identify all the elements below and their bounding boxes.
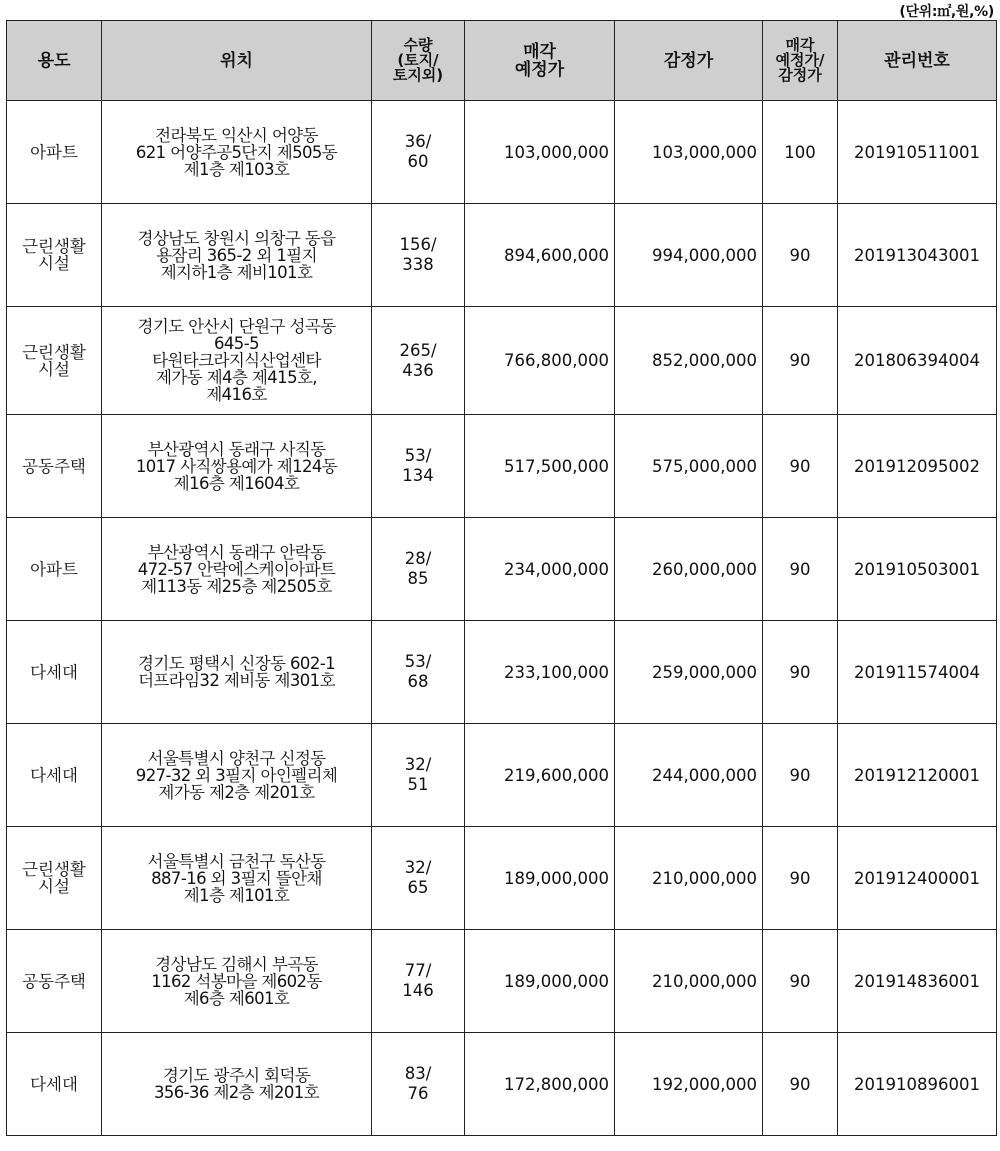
cell-management-number: 201910503001 <box>838 518 997 621</box>
cell-management-number: 201912095002 <box>838 415 997 518</box>
cell-price-ratio: 90 <box>763 307 838 415</box>
cell-management-number: 201913043001 <box>838 204 997 307</box>
table-row <box>7 415 997 518</box>
cell-appraised-value: 994,000,000 <box>615 204 763 307</box>
cell-quantity: 32/ 51 <box>372 724 465 827</box>
cell-management-number: 201912120001 <box>838 724 997 827</box>
table-row <box>7 827 997 930</box>
table-row <box>7 101 997 204</box>
cell-sale-price: 189,000,000 <box>465 827 615 930</box>
cell-appraised-value: 259,000,000 <box>615 621 763 724</box>
cell-location: 서울특별시 금천구 독산동 887-16 외 3필지 뜰안채 제1층 제101호 <box>102 827 372 930</box>
cell-sale-price: 219,600,000 <box>465 724 615 827</box>
cell-sale-price: 233,100,000 <box>465 621 615 724</box>
cell-use: 다세대 <box>7 621 102 724</box>
cell-quantity: 36/ 60 <box>372 101 465 204</box>
cell-sale-price: 234,000,000 <box>465 518 615 621</box>
header-row <box>7 21 997 101</box>
cell-management-number: 201910896001 <box>838 1033 997 1136</box>
cell-quantity: 265/ 436 <box>372 307 465 415</box>
cell-appraised-value: 192,000,000 <box>615 1033 763 1136</box>
table-row <box>7 1033 997 1136</box>
table-row <box>7 621 997 724</box>
cell-quantity: 156/ 338 <box>372 204 465 307</box>
cell-price-ratio: 90 <box>763 930 838 1033</box>
cell-location: 경상남도 창원시 의창구 동읍 용잠리 365-2 외 1필지 제지하1층 제비101호 <box>102 204 372 307</box>
cell-location: 부산광역시 동래구 사직동 1017 사직쌍용예가 제124동 제16층 제1604호 <box>102 415 372 518</box>
cell-price-ratio: 90 <box>763 415 838 518</box>
cell-management-number: 201912400001 <box>838 827 997 930</box>
cell-price-ratio: 90 <box>763 827 838 930</box>
cell-appraised-value: 210,000,000 <box>615 827 763 930</box>
cell-management-number: 201911574004 <box>838 621 997 724</box>
cell-location: 부산광역시 동래구 안락동 472-57 안락에스케이아파트 제113동 제25층 제2505호 <box>102 518 372 621</box>
unit-note: (단위:㎡,원,%) <box>899 4 994 20</box>
cell-sale-price: 103,000,000 <box>465 101 615 204</box>
header-management-number: 관리번호 <box>838 21 997 101</box>
header-location: 위치 <box>102 21 372 101</box>
cell-quantity: 53/ 68 <box>372 621 465 724</box>
cell-use: 공동주택 <box>7 930 102 1033</box>
cell-sale-price: 766,800,000 <box>465 307 615 415</box>
cell-quantity: 32/ 65 <box>372 827 465 930</box>
cell-use: 근린생활 시설 <box>7 204 102 307</box>
cell-use: 근린생활 시설 <box>7 307 102 415</box>
cell-price-ratio: 90 <box>763 204 838 307</box>
cell-location: 경기도 광주시 회덕동 356-36 제2층 제201호 <box>102 1033 372 1136</box>
cell-appraised-value: 210,000,000 <box>615 930 763 1033</box>
cell-price-ratio: 90 <box>763 1033 838 1136</box>
cell-use: 아파트 <box>7 518 102 621</box>
cell-use: 공동주택 <box>7 415 102 518</box>
cell-sale-price: 189,000,000 <box>465 930 615 1033</box>
table-row <box>7 518 997 621</box>
cell-quantity: 53/ 134 <box>372 415 465 518</box>
table-row <box>7 930 997 1033</box>
cell-location: 서울특별시 양천구 신정동 927-32 외 3필지 아인펠리체 제가동 제2층 제201호 <box>102 724 372 827</box>
cell-quantity: 83/ 76 <box>372 1033 465 1136</box>
cell-management-number: 201914836001 <box>838 930 997 1033</box>
cell-appraised-value: 260,000,000 <box>615 518 763 621</box>
cell-price-ratio: 100 <box>763 101 838 204</box>
cell-use: 근린생활 시설 <box>7 827 102 930</box>
header-appraised-value: 감정가 <box>615 21 763 101</box>
header-sale-price: 매각 예정가 <box>465 21 615 101</box>
cell-appraised-value: 244,000,000 <box>615 724 763 827</box>
cell-location: 경상남도 김해시 부곡동 1162 석봉마을 제602동 제6층 제601호 <box>102 930 372 1033</box>
cell-location: 전라북도 익산시 어양동 621 어양주공5단지 제505동 제1층 제103호 <box>102 101 372 204</box>
cell-appraised-value: 103,000,000 <box>615 101 763 204</box>
cell-use: 다세대 <box>7 724 102 827</box>
property-listing-table <box>6 20 997 1136</box>
cell-quantity: 77/ 146 <box>372 930 465 1033</box>
cell-location: 경기도 안산시 단원구 성곡동 645-5 타원타크라지식산업센타 제가동 제4층 제415호, 제416호 <box>102 307 372 415</box>
cell-management-number: 201806394004 <box>838 307 997 415</box>
cell-management-number: 201910511001 <box>838 101 997 204</box>
table-header <box>7 21 997 101</box>
cell-sale-price: 894,600,000 <box>465 204 615 307</box>
header-quantity: 수량 (토지/ 토지외) <box>372 21 465 101</box>
header-price-ratio: 매각 예정가/ 감정가 <box>763 21 838 101</box>
header-use: 용도 <box>7 21 102 101</box>
cell-appraised-value: 575,000,000 <box>615 415 763 518</box>
cell-location: 경기도 평택시 신장동 602-1 더프라임32 제비동 제301호 <box>102 621 372 724</box>
cell-quantity: 28/ 85 <box>372 518 465 621</box>
cell-use: 아파트 <box>7 101 102 204</box>
cell-sale-price: 517,500,000 <box>465 415 615 518</box>
cell-price-ratio: 90 <box>763 724 838 827</box>
table-body <box>7 101 997 1136</box>
table-row <box>7 204 997 307</box>
table-row <box>7 307 997 415</box>
cell-sale-price: 172,800,000 <box>465 1033 615 1136</box>
cell-price-ratio: 90 <box>763 621 838 724</box>
table-row <box>7 724 997 827</box>
cell-price-ratio: 90 <box>763 518 838 621</box>
cell-use: 다세대 <box>7 1033 102 1136</box>
cell-appraised-value: 852,000,000 <box>615 307 763 415</box>
